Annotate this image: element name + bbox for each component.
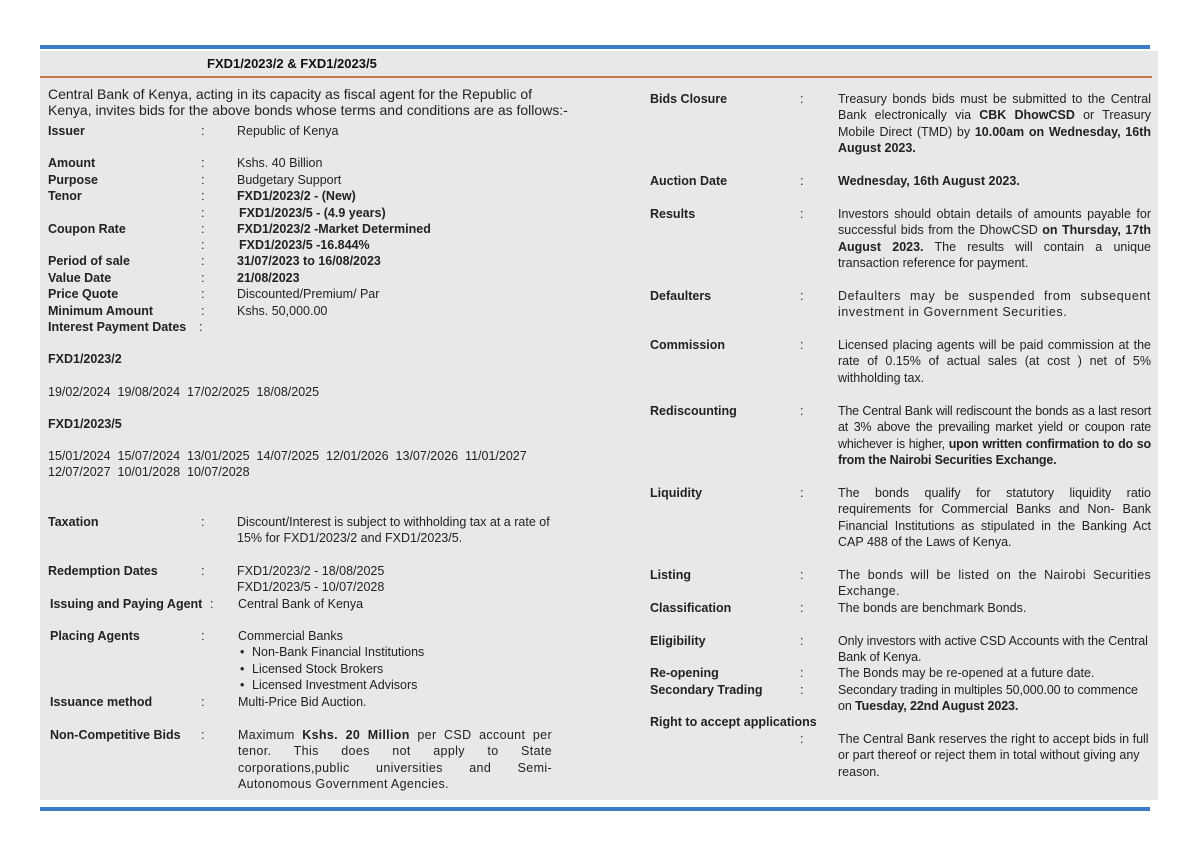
bids-closure-text: or Treasury Mobile Direct (TMD) by xyxy=(838,108,1152,139)
colon: : xyxy=(201,222,205,236)
listing-label: Listing xyxy=(650,568,691,582)
defaulters-value: Defaulters may be suspended from subsequent investment in Government Securities. xyxy=(838,289,1151,320)
colon: : xyxy=(201,564,205,578)
issuer-value: Republic of Kenya xyxy=(237,124,339,138)
tenor-value-1: FXD1/2023/2 - (New) xyxy=(237,189,356,203)
fxd5-coupon-dates-2: 12/07/2027 10/01/2028 10/07/2028 xyxy=(48,465,250,479)
results-text: Investors should obtain details of amounts payable for successful bids from the DhowCSD xyxy=(838,207,1151,238)
minimum-amount-label: Minimum Amount xyxy=(48,304,154,318)
secondary-trading-date: Tuesday, 22nd August 2023. xyxy=(855,699,1019,714)
placing-agents-list xyxy=(238,628,558,693)
tenor-value-2: FXD1/2023/5 - (4.9 years) xyxy=(239,206,386,220)
colon: : xyxy=(201,695,205,709)
value-date-value: 21/08/2023 xyxy=(237,271,300,285)
results-date: on Thursday, 17th August 2023. xyxy=(838,223,1151,254)
colon: : xyxy=(800,732,804,746)
defaulters-label: Defaulters xyxy=(650,289,712,303)
colon: : xyxy=(800,634,804,648)
secondary-trading-value xyxy=(838,682,1153,715)
results-text: The results will contain a unique transaction reference for payment. xyxy=(838,239,1151,270)
colon: : xyxy=(800,174,804,188)
price-quote-value: Discounted/Premium/ Par xyxy=(237,287,380,301)
right-to-accept-value: The Central Bank reserves the right to accept bids in full or part thereof or reject them in total without giving any reason. xyxy=(838,732,1149,779)
commission-label: Commission xyxy=(650,338,726,352)
colon: : xyxy=(800,404,804,418)
coupon-value-1: FXD1/2023/2 -Market Determined xyxy=(237,222,431,236)
liquidity-label: Liquidity xyxy=(650,486,703,500)
period-value: 31/07/2023 to 16/08/2023 xyxy=(237,254,381,268)
coupon-value-2: FXD1/2023/5 -16.844% xyxy=(239,238,370,252)
placing-agents-label: Placing Agents xyxy=(50,629,140,643)
eligibility-value: Only investors with active CSD Accounts with the Central Bank of Kenya. xyxy=(838,634,1148,665)
issuer-label: Issuer xyxy=(48,124,85,138)
listing-value: The bonds will be listed on the Nairobi Securities Exchange. xyxy=(838,568,1151,599)
secondary-trading-text: Secondary trading in multiples 50,000.00 to commence on xyxy=(838,683,1138,714)
amount-value: Kshs. 40 Billion xyxy=(237,156,323,170)
colon: : xyxy=(800,92,804,106)
auction-date-label: Auction Date xyxy=(650,174,728,188)
price-quote-label: Price Quote xyxy=(48,287,119,301)
issuing-agent-label: Issuing and Paying Agent xyxy=(50,597,203,611)
rediscounting-value xyxy=(838,403,1151,468)
issuance-method-label: Issuance method xyxy=(50,695,153,709)
colon: : xyxy=(800,601,804,615)
tenor-label: Tenor xyxy=(48,189,82,203)
bids-closure-deadline: 10.00am on Wednesday, 16th August 2023. xyxy=(838,124,1151,155)
title-divider xyxy=(40,76,1152,78)
top-border-bar xyxy=(40,45,1150,49)
taxation-label: Taxation xyxy=(48,515,99,529)
liquidity-value: The bonds qualify for statutory liquidity ratio requirements for Commercial Banks and Non- Bank Financial Institutions as stipulated in the Banking Act CAP 488 of the Laws of Kenya. xyxy=(838,486,1151,549)
amount-label: Amount xyxy=(48,156,96,170)
classification-value: The bonds are benchmark Bonds. xyxy=(838,601,1027,615)
colon: : xyxy=(201,124,205,138)
colon: : xyxy=(201,629,205,643)
colon: : xyxy=(800,207,804,221)
redemption-value-1: FXD1/2023/2 - 18/08/2025 xyxy=(237,564,385,578)
reopening-value: The Bonds may be re-opened at a future date. xyxy=(838,666,1095,680)
colon: : xyxy=(199,320,203,334)
colon: : xyxy=(201,728,205,742)
classification-label: Classification xyxy=(650,601,732,615)
commission-value: Licensed placing agents will be paid commission at the rate of 0.15% of actual sales (at cost ) net of 5% withholding tax. xyxy=(838,338,1151,385)
colon: : xyxy=(800,486,804,500)
bids-closure-platform: CBK DhowCSD xyxy=(979,108,1075,123)
purpose-label: Purpose xyxy=(48,173,99,187)
intro-paragraph: Central Bank of Kenya, acting in its capacity as fiscal agent for the Republic of Kenya, invites bids for the above bonds whose terms and conditions are as follows:- xyxy=(48,86,568,118)
bids-closure-value xyxy=(838,91,1151,156)
fxd2-heading: FXD1/2023/2 xyxy=(48,352,122,366)
rediscounting-label: Rediscounting xyxy=(650,404,737,418)
redemption-label: Redemption Dates xyxy=(48,564,158,578)
issuing-agent-value: Central Bank of Kenya xyxy=(238,597,364,611)
bids-closure-text: Treasury bonds bids must be submitted to the Central Bank electronically via xyxy=(838,92,1151,123)
colon: : xyxy=(210,597,214,611)
colon: : xyxy=(201,156,205,170)
colon: : xyxy=(201,515,205,529)
fxd2-coupon-dates: 19/02/2024 19/08/2024 17/02/2025 18/08/2025 xyxy=(48,385,320,399)
secondary-trading-label: Secondary Trading xyxy=(650,683,763,697)
value-date-label: Value Date xyxy=(48,271,112,285)
period-label: Period of sale xyxy=(48,254,130,268)
colon: : xyxy=(201,304,205,318)
page-title: FXD1/2023/2 & FXD1/2023/5 xyxy=(207,56,377,71)
non-competitive-value xyxy=(238,727,552,792)
bids-closure-label: Bids Closure xyxy=(650,92,728,106)
rediscounting-text: The Central Bank will rediscount the bonds as a last resort at 3% above the prevailing market yield or coupon rate whichever is higher, xyxy=(838,404,1151,451)
colon: : xyxy=(201,206,205,220)
taxation-value: Discount/Interest is subject to withholding tax at a rate of 15% for FXD1/2023/2 and FXD1/2023/5. xyxy=(237,515,550,546)
placing-agent-item: • Licensed Stock Brokers xyxy=(238,661,558,677)
redemption-value-2: FXD1/2023/5 - 10/07/2028 xyxy=(237,580,385,594)
placing-agent-item: • Licensed Investment Advisors xyxy=(238,677,558,693)
results-label: Results xyxy=(650,207,696,221)
non-competitive-text: per CSD account per tenor. This does not apply to State corporations,public universities and Semi-Autonomous Government Agencies. xyxy=(238,728,552,791)
purpose-value: Budgetary Support xyxy=(237,173,342,187)
fxd5-heading: FXD1/2023/5 xyxy=(48,417,122,431)
colon: : xyxy=(800,289,804,303)
non-competitive-limit: Kshs. 20 Million xyxy=(302,728,410,742)
colon: : xyxy=(201,271,205,285)
reopening-label: Re-opening xyxy=(650,666,719,680)
bottom-border-bar xyxy=(40,807,1150,811)
colon: : xyxy=(201,238,205,252)
colon: : xyxy=(201,287,205,301)
colon: : xyxy=(800,666,804,680)
right-to-accept-label: Right to accept applications xyxy=(650,715,817,729)
colon: : xyxy=(800,338,804,352)
issuance-method-value: Multi-Price Bid Auction. xyxy=(238,695,367,709)
eligibility-label: Eligibility xyxy=(650,634,706,648)
interest-dates-label: Interest Payment Dates xyxy=(48,320,187,334)
colon: : xyxy=(201,173,205,187)
non-competitive-text: Maximum xyxy=(238,728,303,742)
colon: : xyxy=(800,683,804,697)
placing-agent-item: • Non-Bank Financial Institutions xyxy=(238,644,558,660)
coupon-label: Coupon Rate xyxy=(48,222,126,236)
results-value xyxy=(838,206,1151,271)
rediscounting-condition: upon written confirmation to do so from the Nairobi Securities Exchange. xyxy=(838,436,1151,467)
fxd5-coupon-dates-1: 15/01/2024 15/07/2024 13/01/2025 14/07/2025 12/01/2026 13/07/2026 11/01/2027 xyxy=(48,449,527,463)
auction-date-value: Wednesday, 16th August 2023. xyxy=(838,174,1020,188)
colon: : xyxy=(201,189,205,203)
colon: : xyxy=(800,568,804,582)
non-competitive-label: Non-Competitive Bids xyxy=(50,728,181,742)
minimum-amount-value: Kshs. 50,000.00 xyxy=(237,304,328,318)
placing-agent-commercial-banks: Commercial Banks xyxy=(238,629,343,643)
colon: : xyxy=(201,254,205,268)
